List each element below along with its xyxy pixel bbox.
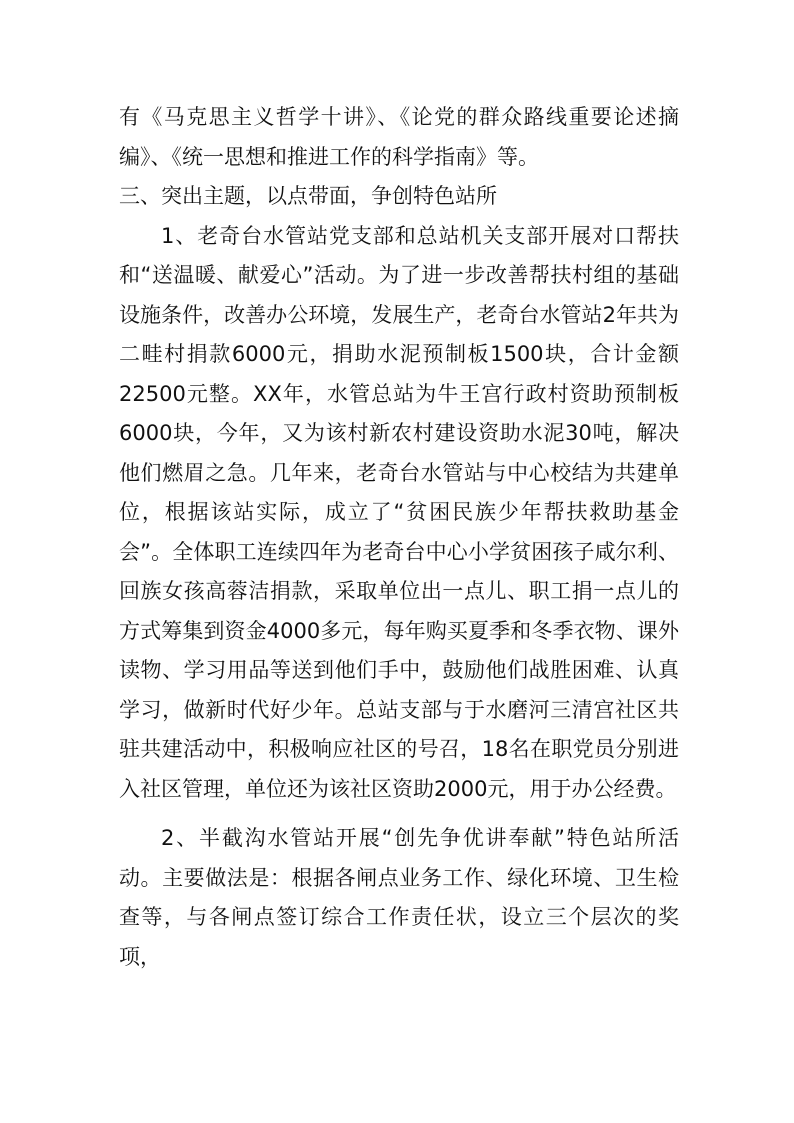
document-body [119, 98, 679, 977]
paragraph-1: 1、老奇台水管站党支部和总站机关支部开展对口帮扶和“送温暖、献爱心”活动。为了进一步改善帮扶村组的基础设施条件，改善办公环境，发展生产，老奇台水管站2年共为二畦村捐款6000元，捐助水泥预制板1500块，合计金额22500元整。XX年，水管总站为牛王宫行政村资助预制板6000块，今年，又为该村新农村建设资助水泥30吨，解决他们燃眉之急。几年来，老奇台水管站与中心校结为共建单位，根据该站实际，成立了“贫困民族少年帮扶救助基金会”。全体职工连续四年为老奇台中心小学贫困孩子咸尔利、回族女孩高蓉洁捐款，采取单位出一点儿、职工捐一点儿的方式筹集到资金4000多元，每年购买夏季和冬季衣物、课外读物、学习用品等送到他们手中，鼓励他们战胜困难、认真学习，做新时代好少年。总站支部与于水磨河三清宫社区共驻共建活动中，积极响应社区的号召，18名在职党员分别进入社区管理，单位还为该社区资助2000元，用于办公经费。 [119, 223, 679, 801]
paragraph-2: 2、半截沟水管站开展“创先争优讲奉献”特色站所活动。主要做法是：根据各闸点业务工作、绿化环境、卫生检查等，与各闸点签订综合工作责任状，设立三个层次的奖项， [119, 826, 679, 969]
section-heading: 三、突出主题，以点带面，争创特色站所 [119, 184, 497, 208]
continued-paragraph: 有《马克思主义哲学十讲》、《论党的群众路线重要论述摘编》、《统一思想和推进工作的科学指南》等。 [119, 105, 679, 169]
